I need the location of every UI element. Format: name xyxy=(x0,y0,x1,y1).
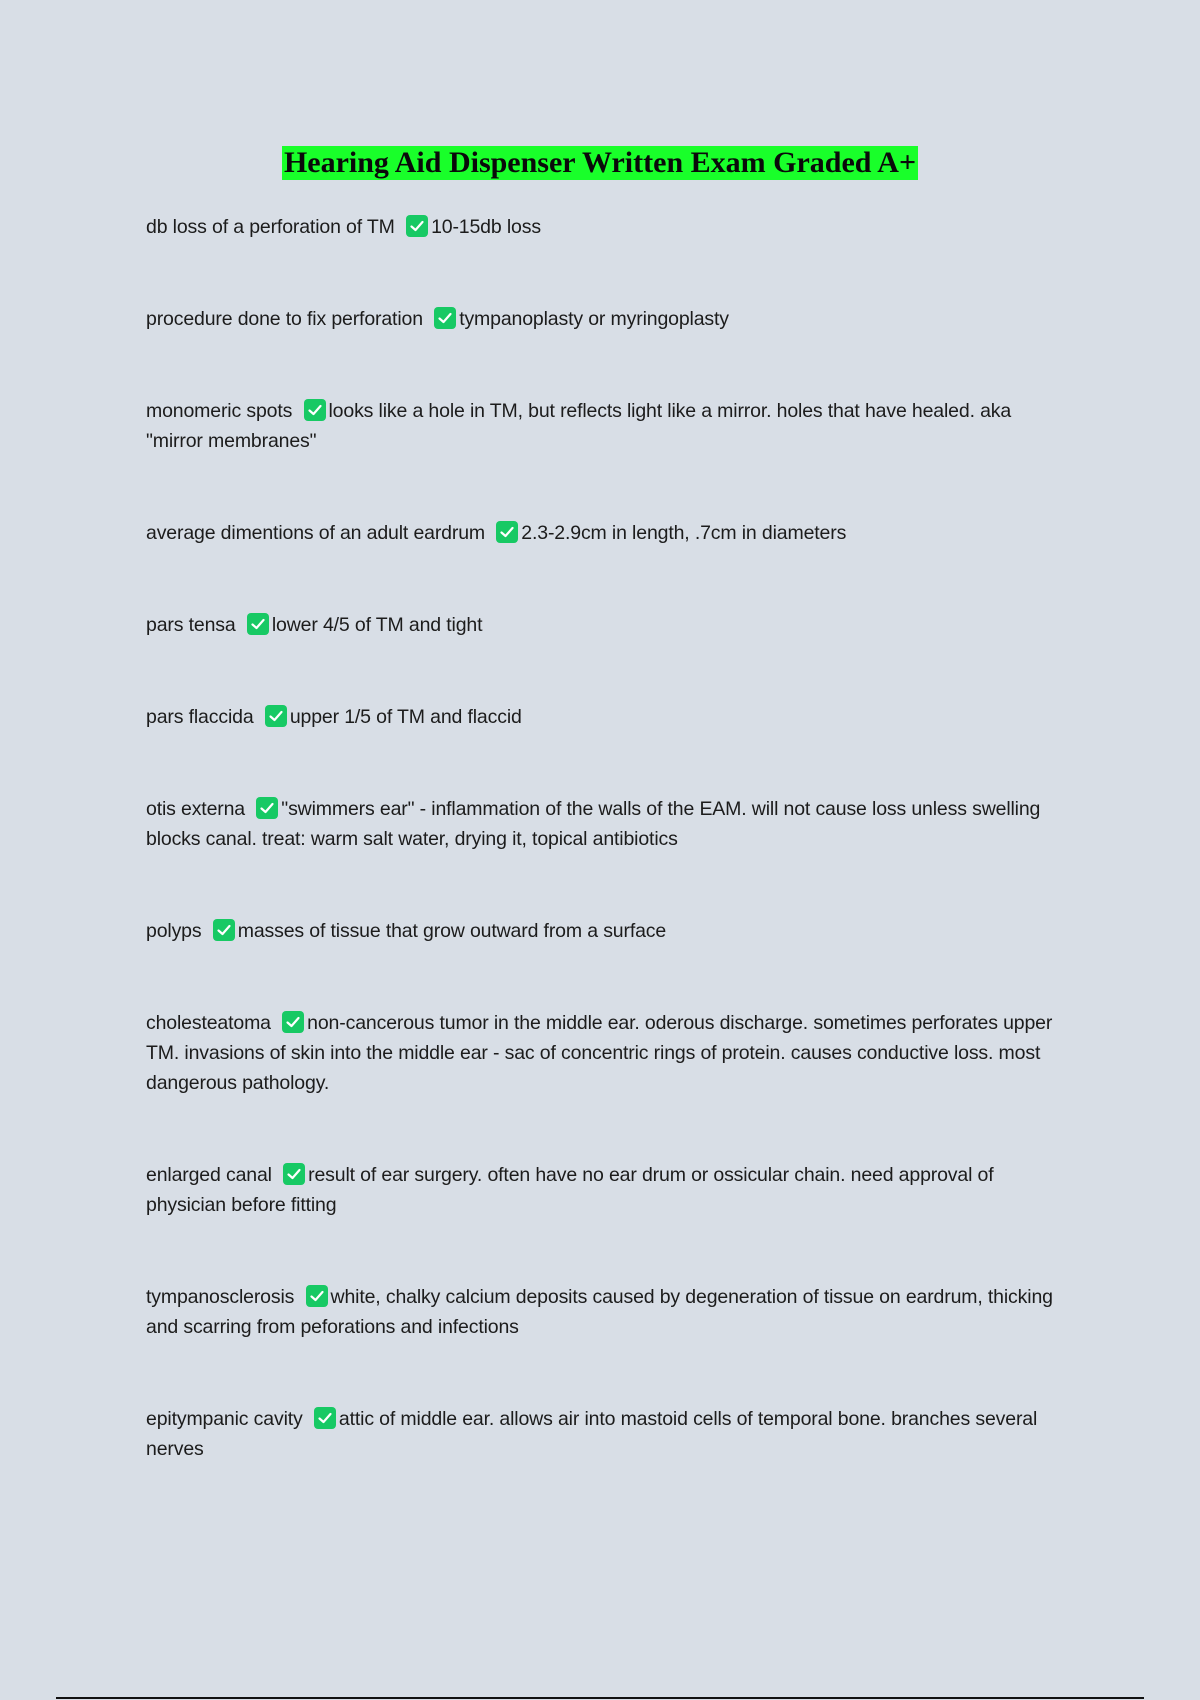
term: pars tensa xyxy=(146,614,236,636)
term: db loss of a perforation of TM xyxy=(146,216,395,238)
check-box-icon xyxy=(282,1011,304,1033)
answer: looks like a hole in TM, but reflects light like a mirror. holes that have healed. aka "mirror membranes" xyxy=(146,400,1012,452)
answer: attic of middle ear. allows air into mastoid cells of temporal bone. branches several nerves xyxy=(146,1408,1038,1460)
list-item xyxy=(146,702,1066,732)
answer: 10-15db loss xyxy=(431,216,541,238)
list-item xyxy=(146,1282,1066,1342)
answer: 2.3-2.9cm in length, .7cm in diameters xyxy=(521,522,847,544)
list-item xyxy=(146,794,1066,854)
footer-divider xyxy=(56,1697,1144,1699)
term: enlarged canal xyxy=(146,1164,272,1186)
answer: non-cancerous tumor in the middle ear. oderous discharge. sometimes perforates upper TM. invasions of skin into the middle ear - sac of concentric rings of protein. causes conductive loss. most dangerous pathology. xyxy=(146,1012,1053,1094)
list-item xyxy=(146,1404,1066,1464)
check-box-icon xyxy=(304,399,326,421)
check-box-icon xyxy=(265,705,287,727)
check-box-icon xyxy=(213,919,235,941)
check-box-icon xyxy=(406,215,428,237)
check-box-icon xyxy=(247,613,269,635)
list-item xyxy=(146,610,1066,640)
check-box-icon xyxy=(306,1285,328,1307)
term: cholesteatoma xyxy=(146,1012,271,1034)
term: otis externa xyxy=(146,798,246,820)
list-item xyxy=(146,304,1066,334)
answer: "swimmers ear" - inflammation of the walls of the EAM. will not cause loss unless swelling blocks canal. treat: warm salt water, drying it, topical antibiotics xyxy=(146,798,1041,850)
answer: masses of tissue that grow outward from a surface xyxy=(237,920,667,942)
answer: lower 4/5 of TM and tight xyxy=(271,614,483,636)
answer: upper 1/5 of TM and flaccid xyxy=(289,706,522,728)
term: procedure done to fix perforation xyxy=(146,308,423,330)
qa-list xyxy=(146,212,1066,1526)
term: epitympanic cavity xyxy=(146,1408,303,1430)
list-item xyxy=(146,518,1066,548)
list-item xyxy=(146,1160,1066,1220)
answer: tympanoplasty or myringoplasty xyxy=(459,308,729,330)
list-item xyxy=(146,1008,1066,1098)
title-wrap xyxy=(0,146,1200,180)
page-title: Hearing Aid Dispenser Written Exam Graded A+ xyxy=(283,146,917,179)
term: polyps xyxy=(146,920,202,942)
answer: white, chalky calcium deposits caused by degeneration of tissue on eardrum, thicking and scarring from peforations and infections xyxy=(146,1286,1053,1338)
list-item xyxy=(146,212,1066,242)
answer: result of ear surgery. often have no ear drum or ossicular chain. need approval of physician before fitting xyxy=(146,1164,994,1216)
term: tympanosclerosis xyxy=(146,1286,295,1308)
term: average dimentions of an adult eardrum xyxy=(146,522,486,544)
check-box-icon xyxy=(314,1407,336,1429)
check-box-icon xyxy=(434,307,456,329)
list-item xyxy=(146,396,1066,456)
check-box-icon xyxy=(283,1163,305,1185)
check-box-icon xyxy=(256,797,278,819)
term: monomeric spots xyxy=(146,400,293,422)
list-item xyxy=(146,916,1066,946)
term: pars flaccida xyxy=(146,706,254,728)
check-box-icon xyxy=(496,521,518,543)
